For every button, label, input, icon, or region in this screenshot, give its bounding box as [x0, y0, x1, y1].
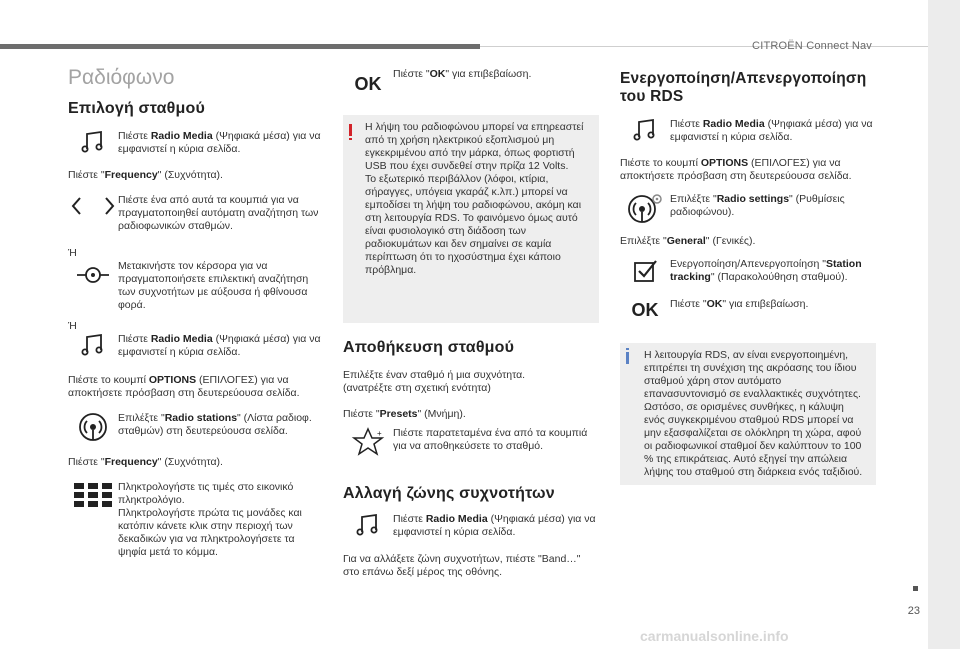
store-step-select: Επιλέξτε έναν σταθμό ή μια συχνότητα. (ανατρέξτε στη σχετική ενότητα) — [343, 369, 526, 394]
heading-store-station: Αποθήκευση σταθμού — [343, 339, 515, 356]
store-step-longpress: + Πιέστε παρατεταμένα ένα από τα κουμπιά για να αποθηκεύσετε το σταθμό. — [343, 427, 599, 457]
music-note-icon — [620, 118, 670, 142]
radio-settings-icon — [620, 193, 670, 223]
watermark: carmanualsonline.info — [640, 628, 789, 644]
column-radio-select — [68, 62, 323, 559]
step-frequency-1: Πιέστε "Frequency" (Συχνότητα). — [68, 169, 223, 181]
or-separator-1: Ή — [68, 247, 77, 259]
warning-mark-icon — [349, 124, 352, 136]
rds-step-station-tracking: Ενεργοποίηση/Απενεργοποίηση "Station tracking" (Παρακολούθηση σταθμού). — [620, 258, 876, 284]
section-title-radio: Ραδιόφωνο — [68, 66, 175, 89]
rds-step-radio-media: Πιέστε Radio Media (Ψηφιακά μέσα) για να εμφανιστεί η κύρια σελίδα. — [620, 118, 876, 144]
or-separator-2: Ή — [68, 320, 77, 332]
info-note-rds: Η λειτουργία RDS, αν είναι ενεργοποιημένη, επιτρέπει τη συνέχιση της ακρόασης του ίδιου σταθμού χάρη στον αυτόματο επανασυντονισμό σε εναλλακτικές συχνότητες. Ωστόσο, σε ορισμένες συνθήκες, η κάλυψη ενός συγκεκριμένου σταθμού RDS μπορεί να μην εξασφαλίζεται σε ολόκληρη τη χώρα, αφού οι ραδιοφωνικοί σταθμοί δεν καλύπτουν το 100 % της επικράτειας. Αυτό εξηγεί την απώλεια λήψης του σταθμού στη διάρκεια ενός ταξιδιού. — [620, 343, 876, 485]
band-step-radio-media: Πιέστε Radio Media (Ψηφιακά μέσα) για να εμφανιστεί η κύρια σελίδα. — [343, 513, 599, 539]
ok-button-icon: OK — [354, 74, 382, 94]
column-rds — [620, 62, 876, 485]
page-end-mark — [913, 586, 918, 591]
page-side-band — [928, 0, 960, 649]
step-frequency-2: Πιέστε "Frequency" (Συχνότητα). — [68, 456, 223, 468]
step-cursor-search: Μετακινήστε τον κέρσορα για να πραγματοποιήσετε επιλεκτική αναζήτηση των συχνοτήτων με αύξουσα ή φθίνουσα φορά. — [68, 260, 323, 312]
radio-waves-icon — [68, 412, 118, 442]
music-note-icon — [68, 333, 118, 357]
step-options-1: Πιέστε το κουμπί OPTIONS (ΕΠΙΛΟΓΕΣ) για να αποκτήσετε πρόσβαση στη δευτερεύουσα σελίδα. — [68, 374, 300, 399]
heading-band-change: Αλλαγή ζώνης συχνοτήτων — [343, 485, 555, 502]
ok-button-icon: OK — [631, 300, 659, 320]
rds-step-general: Επιλέξτε "General" (Γενικές). — [620, 235, 756, 247]
step-keypad-entry: Πληκτρολογήστε τις τιμές στο εικονικό πληκτρολόγιο. Πληκτρολογήστε πρώτα τις μονάδες και κατόπιν κάνετε κλικ στην περιοχή των δεκαδικών για να πληκτρολογήσετε τα ψηφία μετά το κόμμα. — [68, 481, 323, 559]
heading-rds: Ενεργοποίηση/Απενεργοποίηση του RDS — [620, 70, 867, 105]
page-number: 23 — [907, 605, 920, 617]
heading-select-station: Επιλογή σταθμού — [68, 100, 205, 117]
music-note-icon — [68, 130, 118, 154]
keypad-icon — [68, 481, 118, 509]
step-ok-confirm: OK Πιέστε "OK" για επιβεβαίωση. — [343, 68, 599, 95]
music-note-icon — [343, 513, 393, 537]
rds-step-ok: OK Πιέστε "OK" για επιβεβαίωση. — [620, 298, 876, 321]
header-rule — [0, 44, 480, 49]
chevron-left-right-icon — [68, 194, 118, 218]
svg-text:+: + — [377, 429, 382, 438]
star-icon — [343, 427, 393, 457]
info-mark-icon — [626, 352, 629, 364]
step-radio-media-2: Πιέστε Radio Media (Ψηφιακά μέσα) για να εμφανιστεί η κύρια σελίδα. — [68, 333, 323, 359]
header-title: CITROËN Connect Nav — [752, 40, 872, 52]
rds-step-options: Πιέστε το κουμπί OPTIONS (ΕΠΙΛΟΓΕΣ) για να αποκτήσετε πρόσβαση στη δευτερεύουσα σελίδα. — [620, 157, 852, 182]
frequency-cursor-icon — [68, 260, 118, 290]
step-radio-stations: Επιλέξτε "Radio stations" (Λίστα ραδιοφ. σταθμών) στη δευτερεύουσα σελίδα. — [68, 412, 323, 442]
rds-step-radio-settings: Επιλέξτε "Radio settings" (Ρυθμίσεις ραδιοφώνου). — [620, 193, 876, 223]
step-auto-search: Πιέστε ένα από αυτά τα κουμπιά για να πραγματοποιηθεί αυτόματη αναζήτηση των ραδιοφωνικών σταθμών. — [68, 194, 323, 233]
column-store-band — [343, 62, 599, 579]
warning-note: Η λήψη του ραδιοφώνου μπορεί να επηρεαστεί από τη χρήση ηλεκτρικού εξοπλισμού μη εγκεκριμένου από την μάρκα, όπως φορτιστή USB που έχει συνδεθεί στην πρίζα 12 Volts. Το εξωτερικό περιβάλλον (λόφοι, κτίρια, σήραγγες, υπόγεια γκαράζ κ.λπ.) μπορεί να εμποδίσει τη λήψη του ραδιοφώνου, ακόμη και στη λειτουργία RDS. Το φαινόμενο όμως αυτό είναι φυσιολογικό στη διάδοση των ραδιοκυμάτων και δεν σημαίνει σε καμία περίπτωση ότι το ηχοσύστημα έχει κάποιο πρόβλημα. — [343, 115, 599, 323]
store-step-presets: Πιέστε "Presets" (Μνήμη). — [343, 408, 466, 420]
band-step-press-band: Για να αλλάξετε ζώνη συχνοτήτων, πιέστε "Band…" στο επάνω δεξί μέρος της οθόνης. — [343, 553, 581, 578]
checkbox-icon — [620, 258, 670, 284]
step-radio-media-1: Πιέστε Radio Media (Ψηφιακά μέσα) για να εμφανιστεί η κύρια σελίδα. — [68, 130, 323, 156]
